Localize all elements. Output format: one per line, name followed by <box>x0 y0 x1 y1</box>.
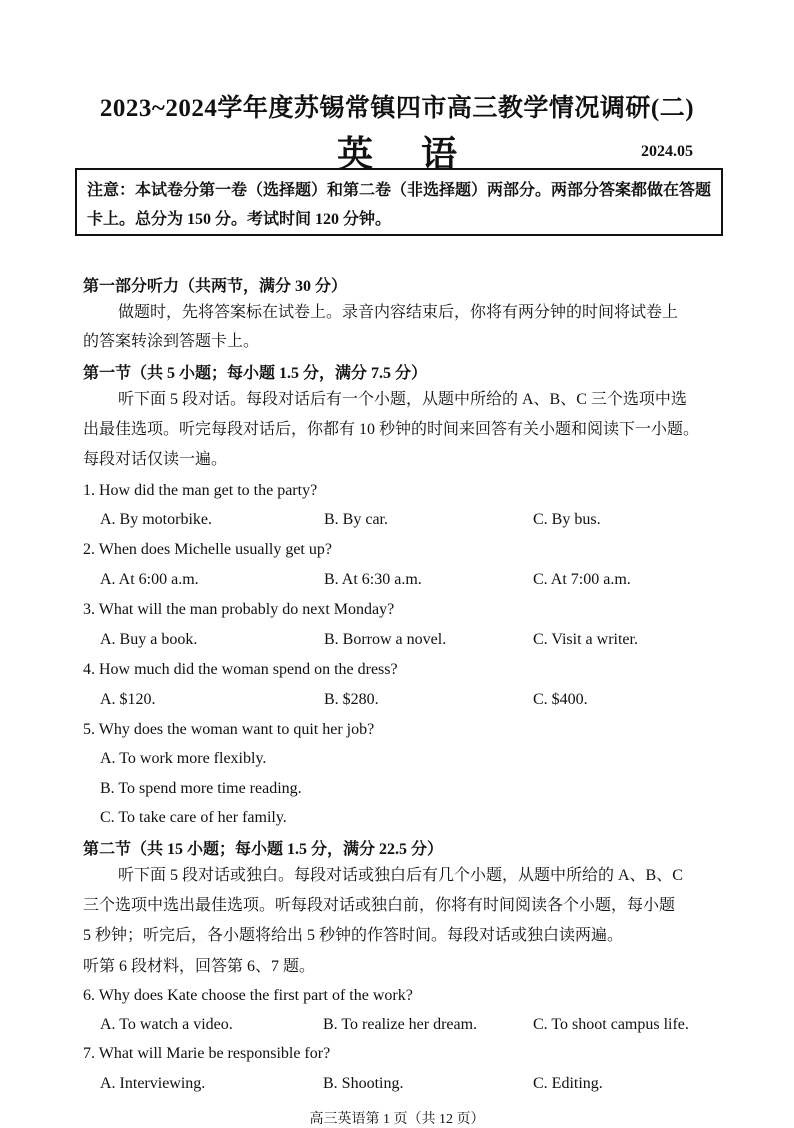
q4-option-c: C. $400. <box>533 691 588 708</box>
page-footer: 高三英语第 1 页（共 12 页） <box>309 1112 485 1127</box>
notice-box: 注意：本试卷分第一卷（选择题）和第二卷（非选择题）两部分。两部分答案都做在答题卡上。总分为 150 分。考试时间 120 分钟。 <box>75 168 723 236</box>
part1-intro-line2: 的答案转涂到答题卡上。 <box>83 333 260 350</box>
part1-intro-line1: 做题时，先将答案标在试卷上。录音内容结束后，你将有两分钟的时间将试卷上 <box>118 304 679 321</box>
part1-heading: 第一部分听力（共两节，满分 30 分） <box>83 278 348 295</box>
q1-option-c: C. By bus. <box>533 511 601 528</box>
subject-label: 英语 <box>336 134 505 174</box>
exam-title: 2023~2024学年度苏锡常镇四市高三教学情况调研(二) <box>99 95 695 122</box>
section2-instr-line3: 5 秒钟；听完后，各小题将给出 5 秒钟的作答时间。每段对话或独白读两遍。 <box>83 927 624 944</box>
q7-option-a: A. Interviewing. <box>100 1075 206 1092</box>
q7-option-c: C. Editing. <box>533 1075 603 1092</box>
q1-option-a: A. By motorbike. <box>100 511 212 528</box>
question-2: 2. When does Michelle usually get up? <box>83 541 332 558</box>
q3-option-b: B. Borrow a novel. <box>324 631 447 648</box>
q4-option-b: B. $280. <box>324 691 379 708</box>
q5-option-b: B. To spend more time reading. <box>100 780 302 797</box>
question-1: 1. How did the man get to the party? <box>83 482 318 499</box>
q2-option-a: A. At 6:00 a.m. <box>100 571 199 588</box>
q6-option-b: B. To realize her dream. <box>323 1016 478 1033</box>
q5-option-a: A. To work more flexibly. <box>100 750 267 767</box>
section1-instr-line2: 出最佳选项。听完每段对话后，你都有 10 秒钟的时间来回答有关小题和阅读下一小题。 <box>83 421 700 438</box>
question-7: 7. What will Marie be responsible for? <box>83 1045 331 1062</box>
question-5: 5. Why does the woman want to quit her job? <box>83 721 375 738</box>
section1-instr-line3: 每段对话仅读一遍。 <box>83 451 228 468</box>
q7-option-b: B. Shooting. <box>323 1075 404 1092</box>
q2-option-c: C. At 7:00 a.m. <box>533 571 631 588</box>
q3-option-c: C. Visit a writer. <box>533 631 638 648</box>
q3-option-a: A. Buy a book. <box>100 631 198 648</box>
q6-option-c: C. To shoot campus life. <box>533 1016 689 1033</box>
q1-option-b: B. By car. <box>324 511 388 528</box>
question-3: 3. What will the man probably do next Monday? <box>83 601 395 618</box>
q5-option-c: C. To take care of her family. <box>100 809 287 826</box>
section1-heading: 第一节（共 5 小题；每小题 1.5 分，满分 7.5 分） <box>83 365 428 382</box>
exam-date: 2024.05 <box>641 143 693 160</box>
section1-instr-line1: 听下面 5 段对话。每段对话后有一个小题，从题中所给的 A、B、C 三个选项中选 <box>118 391 687 408</box>
material-instruction: 听第 6 段材料，回答第 6、7 题。 <box>83 958 316 975</box>
q4-option-a: A. $120. <box>100 691 156 708</box>
section2-instr-line1: 听下面 5 段对话或独白。每段对话或独白后有几个小题，从题中所给的 A、B、C <box>118 867 683 884</box>
question-4: 4. How much did the woman spend on the dress? <box>83 661 398 678</box>
q2-option-b: B. At 6:30 a.m. <box>324 571 422 588</box>
q6-option-a: A. To watch a video. <box>100 1016 233 1033</box>
section2-instr-line2: 三个选项中选出最佳选项。听每段对话或独白前，你将有时间阅读各个小题，每小题 <box>83 897 676 914</box>
section2-heading: 第二节（共 15 小题；每小题 1.5 分，满分 22.5 分） <box>83 841 444 858</box>
question-6: 6. Why does Kate choose the first part of the work? <box>83 987 413 1004</box>
